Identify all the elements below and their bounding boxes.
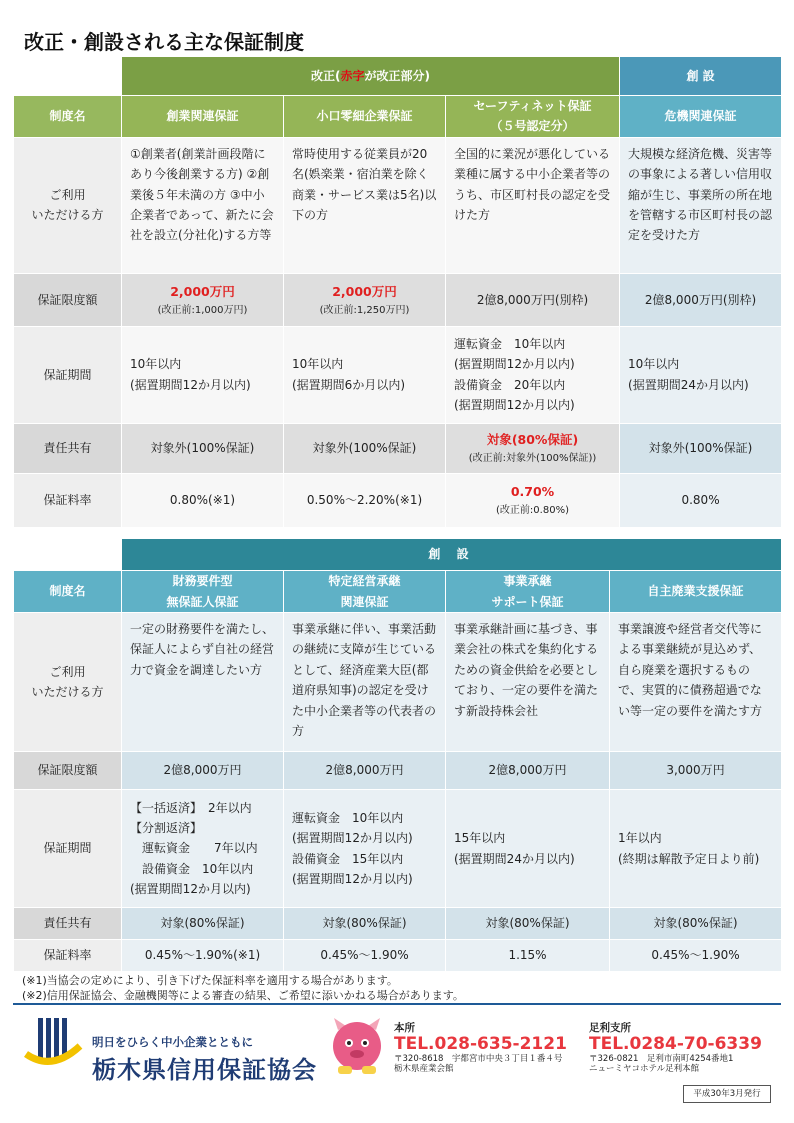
share-cell: 対象(80%保証) [610,908,782,940]
users-cell: 一定の財務要件を満たし、保証人によらず自社の経営力で資金を調達したい方 [122,613,284,752]
rate-cell: 0.80% [620,473,782,527]
page-title: 改正・創設される主な保証制度 [24,30,304,54]
column-header: 危機関連保証 [620,96,782,138]
column-header: セーフティネット保証 （５号認定分） [446,96,620,138]
new-banner: 創 設 [620,57,782,96]
limit-cell: 2億8,000万円(別枠) [446,273,620,326]
users-cell: 事業譲渡や経営者交代等による事業継続が見込めず、自ら廃業を選択するもので、実質的に債務超過でない等一定の要件を満たす方 [610,613,782,752]
scheme-name-label: 制度名 [14,571,122,613]
branch-office-info [589,1020,762,1075]
share-cell: 対象(80%保証) [122,908,284,940]
limit-cell: 2億8,000万円 [446,752,610,790]
period-cell: 運転資金 10年以内 (据置期間12か月以内) 設備資金 20年以内 (据置期間12か月以内) [446,326,620,423]
row-label-users: ご利用 いただける方 [14,137,122,273]
limit-cell: 2,000万円 (改正前:1,250万円) [284,273,446,326]
head-office-info [394,1020,567,1075]
limit-cell: 2億8,000万円 [122,752,284,790]
rate-cell: 0.70% (改正前:0.80%) [446,473,620,527]
period-cell: 【一括返済】 2年以内 【分割返済】 運転資金 7年以内 設備資金 10年以内 (据置期間12か月以内) [122,790,284,908]
office-address: 〒326-0821 足利市南町4254番地1 [589,1053,734,1064]
office-name: 足利支所 [589,1022,631,1034]
share-cell: 対象外(100%保証) [284,423,446,473]
users-cell: 常時使用する従業員が20名(娯楽業・宿泊業を除く商業・サービス業は5名)以下の方 [284,137,446,273]
column-header: 事業承継 サポート保証 [446,571,610,613]
period-cell: 10年以内 (据置期間12か月以内) [122,326,284,423]
rate-cell: 1.15% [446,940,610,972]
period-cell: 10年以内 (据置期間6か月以内) [284,326,446,423]
share-cell: 対象(80%保証) [446,908,610,940]
row-label-limit: 保証限度額 [14,752,122,790]
share-cell: 対象外(100%保証) [620,423,782,473]
rate-cell: 0.80%(※1) [122,473,284,527]
row-label-limit: 保証限度額 [14,273,122,326]
column-header: 財務要件型 無保証人保証 [122,571,284,613]
revised-schemes-table [13,56,782,528]
limit-cell: 2億8,000万円 [284,752,446,790]
row-label-rate: 保証料率 [14,940,122,972]
limit-cell: 2,000万円 (改正前:1,000万円) [122,273,284,326]
column-header: 特定経営承継 関連保証 [284,571,446,613]
users-cell: 大規模な経済危機、災害等の事象による著しい信用収縮が生じ、事業所の所在地を管轄する市区町村長の認定を受けた方 [620,137,782,273]
office-building: ニューミヤコホテル足利本館 [589,1064,700,1075]
footnote: (※1)当協会の定めにより、引き下げた保証料率を適用する場合があります。 [22,974,398,987]
row-label-users: ご利用 いただける方 [14,613,122,752]
share-cell: 対象(80%保証) [284,908,446,940]
limit-cell: 2億8,000万円(別枠) [620,273,782,326]
footnote: (※2)信用保証協会、金融機関等による審査の結果、ご希望に添いかねる場合があります。 [22,989,464,1003]
footnotes [22,973,464,1004]
divider [13,1003,781,1005]
share-cell: 対象(80%保証) (改正前:対象外(100%保証)) [446,423,620,473]
rate-cell: 0.50%～2.20%(※1) [284,473,446,527]
organization-name: 栃木県信用保証協会 [92,1056,317,1084]
row-label-period: 保証期間 [14,326,122,423]
branch-office-phone[interactable]: TEL.0284-70-6339 [589,1034,762,1054]
rate-cell: 0.45%～1.90% [284,940,446,972]
column-header: 自主廃業支援保証 [610,571,782,613]
column-header: 創業関連保証 [122,96,284,138]
users-cell: 事業承継計画に基づき、事業会社の株式を集約化するための資金供給を必要としており、一定の要件を満たす新設持株会社 [446,613,610,752]
row-label-share: 責任共有 [14,423,122,473]
period-cell: 15年以内 (据置期間24か月以内) [446,790,610,908]
office-address: 〒320-8618 宇都宮市中央３丁目１番４号 [394,1053,563,1064]
mascot-icon [328,1016,386,1076]
users-cell: 全国的に業況が悪化している業種に属する中小企業者等のうち、市区町村長の認定を受けた方 [446,137,620,273]
users-cell: ①創業者(創業計画段階にあり今後創業する方) ②創業後５年未満の方 ③中小企業者であって、新たに会社を設立(分社化)する方等 [122,137,284,273]
users-cell: 事業承継に伴い、事業活動の継続に支障が生じているとして、経済産業大臣(都道府県知事)の認定を受けた中小企業者等の代表者の方 [284,613,446,752]
rate-cell: 0.45%～1.90% [610,940,782,972]
head-office-phone[interactable]: TEL.028-635-2121 [394,1034,567,1054]
rate-cell: 0.45%～1.90%(※1) [122,940,284,972]
office-building: 栃木県産業会館 [394,1064,454,1075]
period-cell: 運転資金 10年以内 (据置期間12か月以内) 設備資金 15年以内 (据置期間12か月以内) [284,790,446,908]
issue-date: 平成30年3月発行 [683,1085,771,1103]
office-name: 本所 [394,1022,415,1034]
share-cell: 対象外(100%保証) [122,423,284,473]
limit-cell: 3,000万円 [610,752,782,790]
period-cell: 10年以内 (据置期間24か月以内) [620,326,782,423]
row-label-rate: 保証料率 [14,473,122,527]
period-cell: 1年以内 (終期は解散予定日より前) [610,790,782,908]
column-header: 小口零細企業保証 [284,96,446,138]
scheme-name-label: 制度名 [14,96,122,138]
row-label-share: 責任共有 [14,908,122,940]
slogan: 明日をひらく中小企業とともに [92,1035,253,1049]
new-banner: 創 設 [122,539,782,571]
row-label-period: 保証期間 [14,790,122,908]
new-schemes-table [13,538,782,972]
revised-banner: 改正(赤字が改正部分) [122,57,620,96]
association-logo-icon [22,1016,84,1074]
